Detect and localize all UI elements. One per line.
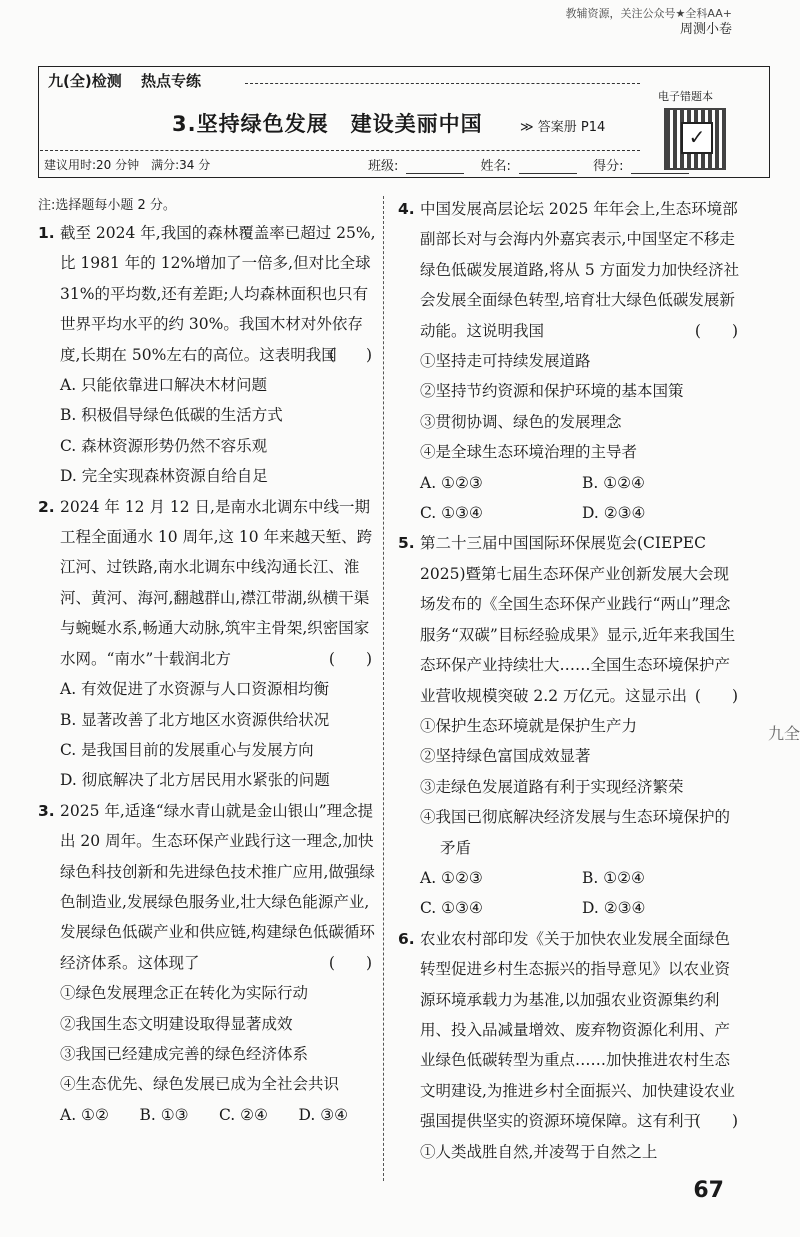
header-dashed-line-bottom [40, 150, 640, 151]
statement-4: ④是全球生态环境治理的主导者 [420, 443, 638, 462]
choice-a[interactable]: A. ①②③ [420, 868, 483, 887]
statement-2: ②我国生态文明建设取得显著成效 [60, 1014, 293, 1033]
answer-paren[interactable]: ( ) [328, 345, 372, 364]
statement-3: ③走绿色发展道路有利于实现经济繁荣 [420, 777, 684, 796]
statement-2: ②坚持绿色富国成效显著 [420, 747, 591, 766]
question-number: 6. [398, 929, 415, 948]
choice-row [398, 863, 744, 893]
question-1 [38, 218, 378, 492]
option-b[interactable]: B. 积极倡导绿色低碳的生活方式 [60, 406, 283, 425]
option-d[interactable]: D. 完全实现森林资源自给自足 [60, 467, 268, 486]
question-stem [38, 218, 378, 370]
question-text: 农业农村部印发《关于加快农业发展全面绿色转型促进乡村生态振兴的指导意见》以农业资源环境承载力为基准,以加强农业资源集约利用、投入品减量增效、废弃物资源化利用、产业绿色低碳转型为重点……加快推进农村生态文明建设,为推进乡村全面振兴、加快建设农业强国提供坚实的资源环境保障。这有利于 [420, 929, 735, 1131]
statement-4: ④生态优先、绿色发展已成为全社会共识 [60, 1075, 340, 1094]
answer-paren[interactable]: ( ) [328, 953, 372, 972]
question-number: 5. [398, 534, 415, 553]
question-number: 1. [38, 224, 55, 242]
score-label: 得分: [593, 159, 624, 174]
header-tag-topic: 热点专练 [140, 72, 201, 90]
choice-row [398, 893, 744, 923]
question-stem [398, 924, 744, 1137]
choice-b[interactable]: B. ①②④ [582, 868, 645, 887]
question-number: 4. [398, 200, 415, 218]
choice-a[interactable]: A. ①② [60, 1105, 109, 1124]
choice-b[interactable]: B. ①③ [139, 1105, 189, 1124]
choice-c[interactable]: C. ②④ [219, 1105, 268, 1124]
choice-row [38, 1100, 378, 1130]
choice-d[interactable]: D. ②③④ [582, 899, 646, 918]
page-title: 3.坚持绿色发展 建设美丽中国 [172, 112, 483, 136]
page-number: 67 [693, 1178, 724, 1203]
corner-info [566, 6, 732, 38]
question-stem [398, 528, 744, 710]
choice-b[interactable]: B. ①②④ [582, 473, 645, 492]
watermark-text: 教辅资源，关注公众号★全科AA+ [565, 7, 732, 20]
time-score-info: 建议用时:20 分钟 满分:34 分 [44, 158, 211, 172]
class-field[interactable] [406, 161, 464, 174]
answer-paren[interactable]: ( ) [694, 321, 738, 340]
option-a[interactable]: A. 有效促进了水资源与人口资源相均衡 [60, 680, 330, 699]
check-icon: ✓ [681, 122, 713, 154]
series-label: 周测小卷 [679, 22, 732, 37]
option-a[interactable]: A. 只能依靠进口解决木材问题 [60, 376, 268, 395]
question-2 [38, 492, 378, 796]
choice-d[interactable]: D. ③④ [298, 1105, 349, 1124]
choice-c[interactable]: C. ①③④ [420, 899, 483, 918]
column-divider [383, 196, 384, 1181]
left-column [38, 194, 378, 1130]
choice-d[interactable]: D. ②③④ [582, 504, 646, 523]
answer-paren[interactable]: ( ) [328, 649, 372, 668]
question-5 [398, 528, 744, 923]
choice-row [398, 498, 744, 528]
statement-1: ①绿色发展理念正在转化为实际行动 [60, 984, 309, 1003]
qr-label: 电子错题本 [658, 90, 713, 103]
name-field[interactable] [519, 161, 577, 174]
answer-paren[interactable]: ( ) [694, 1112, 738, 1131]
question-stem [38, 492, 378, 674]
answer-reference[interactable]: ≫ 答案册 P14 [520, 120, 606, 135]
choice-row [398, 468, 744, 498]
statement-4: ④我国已彻底解决经济发展与生态环境保护的矛盾 [420, 808, 731, 857]
option-d[interactable]: D. 彻底解决了北方居民用水紧张的问题 [60, 771, 330, 790]
question-4 [398, 194, 744, 528]
question-text: 截至 2024 年,我国的森林覆盖率已超过 25%,比 1981 年的 12%增加了一倍多,但对比全球 31%的平均数,还有差距;人均森林面积也只有世界平均水平的约 30%。我国木材对外依存度,长期在 50%左右的高位。这表明我国 [60, 224, 376, 364]
statement-2: ②坚持节约资源和保护环境的基本国策 [420, 382, 684, 401]
question-3 [38, 796, 378, 1130]
option-b[interactable]: B. 显著改善了北方地区水资源供给状况 [60, 710, 330, 729]
statement-1: ①坚持走可持续发展道路 [420, 352, 591, 371]
question-stem [38, 796, 378, 978]
side-mark: 九全 [768, 724, 800, 743]
note: 注:选择题每小题 2 分。 [38, 198, 176, 213]
class-label: 班级: [368, 159, 399, 174]
name-label: 姓名: [480, 159, 511, 174]
answer-paren[interactable]: ( ) [694, 686, 738, 705]
header-tags [48, 70, 215, 91]
question-number: 3. [38, 801, 55, 820]
question-text: 2025 年,适逢“绿水青山就是金山银山”理念提出 20 周年。生态环保产业践行这一理念,加快绿色科技创新和先进绿色技术推广应用,做强绿色制造业,发展绿色服务业,壮大绿色能源产业,发展绿色低碳产业和供应链,构建绿色低碳循环经济体系。这体现了 [60, 801, 375, 972]
question-text: 中国发展高层论坛 2025 年年会上,生态环境部副部长对与会海内外嘉宾表示,中国坚定不移走绿色低碳发展道路,将从 5 方面发力加快经济社会发展全面绿色转型,培育壮大绿色低碳发展新动能。这说明我国 [420, 200, 740, 340]
option-c[interactable]: C. 森林资源形势仍然不容乐观 [60, 436, 268, 455]
statement-3: ③贯彻协调、绿色的发展理念 [420, 412, 622, 431]
statement-3: ③我国已经建成完善的绿色经济体系 [60, 1044, 309, 1063]
choice-c[interactable]: C. ①③④ [420, 504, 483, 523]
choice-a[interactable]: A. ①②③ [420, 473, 483, 492]
question-6 [398, 924, 744, 1167]
question-number: 2. [38, 497, 55, 516]
statement-1: ①人类战胜自然,并凌驾于自然之上 [420, 1142, 658, 1161]
question-stem [398, 194, 744, 346]
statement-1: ①保护生态环境就是保护生产力 [420, 716, 638, 735]
student-fields [368, 155, 701, 174]
question-text: 2024 年 12 月 12 日,是南水北调东中线一期工程全面通水 10 周年,这 10 年来越天堑、跨江河、过铁路,南水北调东中线沟通长江、淮河、黄河、海河,翻越群山,襟江带湖,纵横干渠与蜿蜒水系,畅通大动脉,筑牢主骨架,织密国家水网。“南水”十载润北方 [60, 497, 373, 668]
header-dashed-line-top [245, 83, 640, 84]
header-tag-test: 九(全)检测 [48, 72, 122, 90]
option-c[interactable]: C. 是我国目前的发展重心与发展方向 [60, 740, 314, 759]
right-column [398, 194, 744, 1167]
question-text: 第二十三届中国国际环保展览会(CIEPEC 2025)暨第七届生态环保产业创新发展大会现场发布的《全国生态环保产业践行“两山”理念 服务“双碳”目标经验成果》显示,近年来我国生态环保产业持续壮大……全国生态环境保护产业营收规模突破 2.2 万亿元。这显示出 [420, 534, 736, 705]
